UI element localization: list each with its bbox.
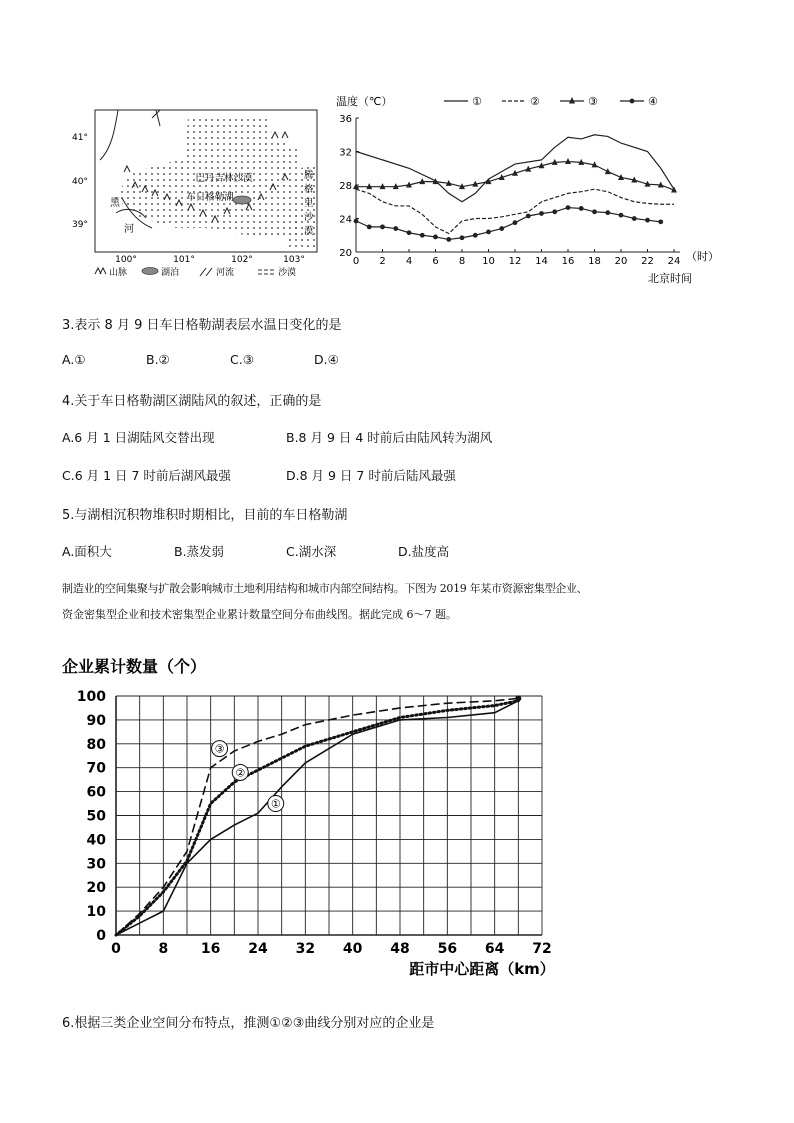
lake-label: 车日格勒湖 <box>186 192 234 203</box>
temp-legend-label: ④ <box>648 95 658 108</box>
ent-xlabel: 距市中心距离（km） <box>409 960 555 978</box>
ent-y-tick-label: 80 <box>86 736 106 753</box>
temp-circle-marker <box>460 235 465 240</box>
question-6-stem: 6.根据三类企业空间分布特点，推测①②③曲线分别对应的企业是 <box>62 1016 435 1031</box>
enterprise-chart <box>62 648 582 988</box>
temp-x-tick-label: 18 <box>588 256 601 267</box>
temp-y-tick-label: 24 <box>339 214 352 226</box>
question-3-stem: 3.表示 8 月 9 日车日格勒湖表层水温日变化的是 <box>62 318 342 333</box>
temp-legend-label: ③ <box>588 95 598 108</box>
temp-x-tick-label: 8 <box>458 256 466 267</box>
question-5-stem: 5.与湖相沉积物堆积时期相比，目前的车日格勒湖 <box>62 508 348 523</box>
q3-option-b[interactable]: B.② <box>146 352 170 367</box>
q3-option-c[interactable]: C.③ <box>230 352 254 367</box>
ent-y-tick-label: 100 <box>76 689 106 705</box>
temp-legend-triangle <box>569 97 575 104</box>
q5-option-a[interactable]: A.面积大 <box>62 544 112 559</box>
ent-y-tick-label: 0 <box>96 928 106 944</box>
q4-option-b[interactable]: B.8 月 9 日 4 时前后由陆风转为湖风 <box>286 430 493 445</box>
q5-option-c[interactable]: C.湖水深 <box>286 544 337 559</box>
temp-x-tick-label: 12 <box>508 256 522 267</box>
temp-legend <box>444 95 658 108</box>
lat-39: 39° <box>72 220 88 230</box>
temp-x-tick-label: 0 <box>352 256 360 267</box>
ent-x-tick-label: 32 <box>295 941 316 957</box>
region-map <box>60 88 328 288</box>
svg-text:漠: 漠 <box>304 226 314 237</box>
river-char-2: 河 <box>124 224 134 235</box>
svg-text:沙漠: 沙漠 <box>278 268 297 278</box>
svg-text:河流: 河流 <box>216 268 235 278</box>
temp-chart <box>334 88 734 288</box>
temp-y-tick-label: 32 <box>339 147 352 159</box>
ent-y-tick-label: 90 <box>86 712 106 729</box>
temp-y-tick-label: 36 <box>339 114 352 125</box>
svg-text:格: 格 <box>304 184 314 195</box>
ent-series-label: ② <box>235 766 246 780</box>
lon-103: 103° <box>283 255 305 265</box>
intro-paragraph <box>62 576 752 628</box>
ent-x-tick-label: 8 <box>158 941 169 957</box>
temp-circle-marker <box>605 210 610 215</box>
svg-text:湖泊: 湖泊 <box>161 268 180 278</box>
river-char-1: 黑 <box>110 198 120 209</box>
ent-y-tick-label: 20 <box>86 880 106 897</box>
lat-40: 40° <box>72 177 88 187</box>
temp-x-unit: （时） <box>686 250 719 263</box>
ent-x-tick-label: 0 <box>111 941 121 957</box>
temp-circle-marker <box>433 235 438 240</box>
temp-xlabel: 北京时间 <box>648 272 692 285</box>
q4-option-a[interactable]: A.6 月 1 日湖陆风交替出现 <box>62 430 215 445</box>
temp-y-tick-label: 20 <box>339 248 352 259</box>
ent-series-3-line <box>116 698 518 935</box>
temp-circle-marker <box>354 219 359 224</box>
lat-41: 41° <box>72 133 88 143</box>
ent-x-tick-label: 40 <box>342 941 363 957</box>
temp-circle-marker <box>513 220 518 225</box>
question-4-stem: 4.关于车日格勒湖区湖陆风的叙述，正确的是 <box>62 394 322 409</box>
lon-101: 101° <box>173 255 195 265</box>
temp-x-tick-label: 16 <box>561 256 575 267</box>
temp-series-1-line <box>356 135 674 202</box>
temp-circle-marker <box>367 224 372 229</box>
temp-circle-marker <box>645 218 650 223</box>
temp-x-tick-label: 24 <box>667 256 681 267</box>
temp-circle-marker <box>420 233 425 238</box>
lon-102: 102° <box>231 255 253 265</box>
lon-100: 100° <box>115 255 137 265</box>
temp-circle-marker <box>552 209 557 214</box>
ent-x-tick-label: 24 <box>248 941 268 957</box>
temp-x-tick-label: 20 <box>614 256 628 267</box>
q3-option-a[interactable]: A.① <box>62 352 86 367</box>
intro-line-2: 资金密集型企业和技术密集型企业累计数量空间分布曲线图。据此完成 6～7 题。 <box>62 608 457 621</box>
desert-label: 巴丹吉林沙漠 <box>195 173 253 184</box>
temp-triangle-marker <box>565 158 571 164</box>
temp-x-tick-label: 22 <box>641 256 654 267</box>
temp-circle-marker <box>499 226 504 231</box>
q3-option-d[interactable]: D.④ <box>314 352 339 367</box>
ent-y-tick-label: 50 <box>86 808 106 825</box>
temp-circle-marker <box>619 213 624 218</box>
q4-option-c[interactable]: C.6 月 1 日 7 时前后湖风最强 <box>62 468 231 483</box>
ent-x-tick-label: 72 <box>532 941 552 957</box>
temp-x-tick-label: 2 <box>379 256 386 267</box>
tengger-label <box>304 170 314 237</box>
temp-series-3-line <box>356 162 674 190</box>
ent-series-label: ① <box>270 797 281 811</box>
q5-option-d[interactable]: D.盐度高 <box>398 544 450 559</box>
temp-circle-marker <box>446 237 451 242</box>
mountain-legend-icon <box>95 268 106 274</box>
ent-x-tick-label: 16 <box>200 941 221 957</box>
river-legend-icon <box>200 268 212 276</box>
temp-series-2-line <box>356 189 674 233</box>
temp-circle-marker <box>632 216 637 221</box>
ent-x-tick-label: 56 <box>437 941 458 957</box>
temp-circle-marker <box>407 230 412 235</box>
lake-legend-icon <box>142 268 158 275</box>
ent-series-2-line <box>116 701 518 935</box>
temp-circle-marker <box>579 206 584 211</box>
temp-circle-marker <box>566 205 571 210</box>
temp-x-tick-label: 4 <box>405 256 413 267</box>
ent-y-tick-label: 40 <box>86 832 106 849</box>
temp-circle-marker <box>380 224 385 229</box>
svg-text:里: 里 <box>304 198 314 209</box>
temp-legend-label: ② <box>530 95 540 108</box>
ent-y-tick-label: 70 <box>86 760 106 777</box>
temp-series-4-line <box>356 208 661 240</box>
ent-series-label: ③ <box>214 742 225 756</box>
temp-legend-circle <box>630 99 635 104</box>
svg-text:山脉: 山脉 <box>109 268 128 278</box>
q4-option-d[interactable]: D.8 月 9 日 7 时前后陆风最强 <box>286 468 456 483</box>
ent-y-tick-label: 30 <box>86 856 106 873</box>
temp-circle-marker <box>393 226 398 231</box>
temp-circle-marker <box>539 211 544 216</box>
ent-end-point <box>515 695 521 701</box>
ent-x-tick-label: 48 <box>390 941 410 957</box>
q5-option-b[interactable]: B.蒸发弱 <box>174 544 225 559</box>
temp-y-tick-label: 28 <box>339 181 352 192</box>
temp-x-tick-label: 10 <box>482 256 495 267</box>
temp-circle-marker <box>526 214 531 219</box>
temp-ylabel: 温度（℃） <box>336 95 393 108</box>
temp-x-tick-label: 6 <box>432 256 439 267</box>
temp-x-tick-label: 14 <box>535 256 548 267</box>
temp-circle-marker <box>473 233 478 238</box>
map-legend <box>95 266 296 278</box>
ent-y-tick-label: 10 <box>86 904 106 921</box>
ent-x-tick-label: 64 <box>484 941 505 957</box>
svg-text:腾: 腾 <box>304 170 314 181</box>
desert-legend-icon <box>256 267 274 276</box>
intro-line-1: 制造业的空间集聚与扩散会影响城市土地利用结构和城市内部空间结构。下图为 2019 年某市资源密集型企业、 <box>62 582 588 595</box>
temp-circle-marker <box>486 230 491 235</box>
ent-ylabel: 企业累计数量（个） <box>62 657 207 676</box>
temp-circle-marker <box>658 219 663 224</box>
svg-text:沙: 沙 <box>304 212 314 223</box>
temp-legend-label: ① <box>472 95 482 108</box>
temp-circle-marker <box>592 209 597 214</box>
lake-shape <box>233 196 251 204</box>
ent-series-1-line <box>116 701 518 935</box>
ent-y-tick-label: 60 <box>86 784 106 801</box>
